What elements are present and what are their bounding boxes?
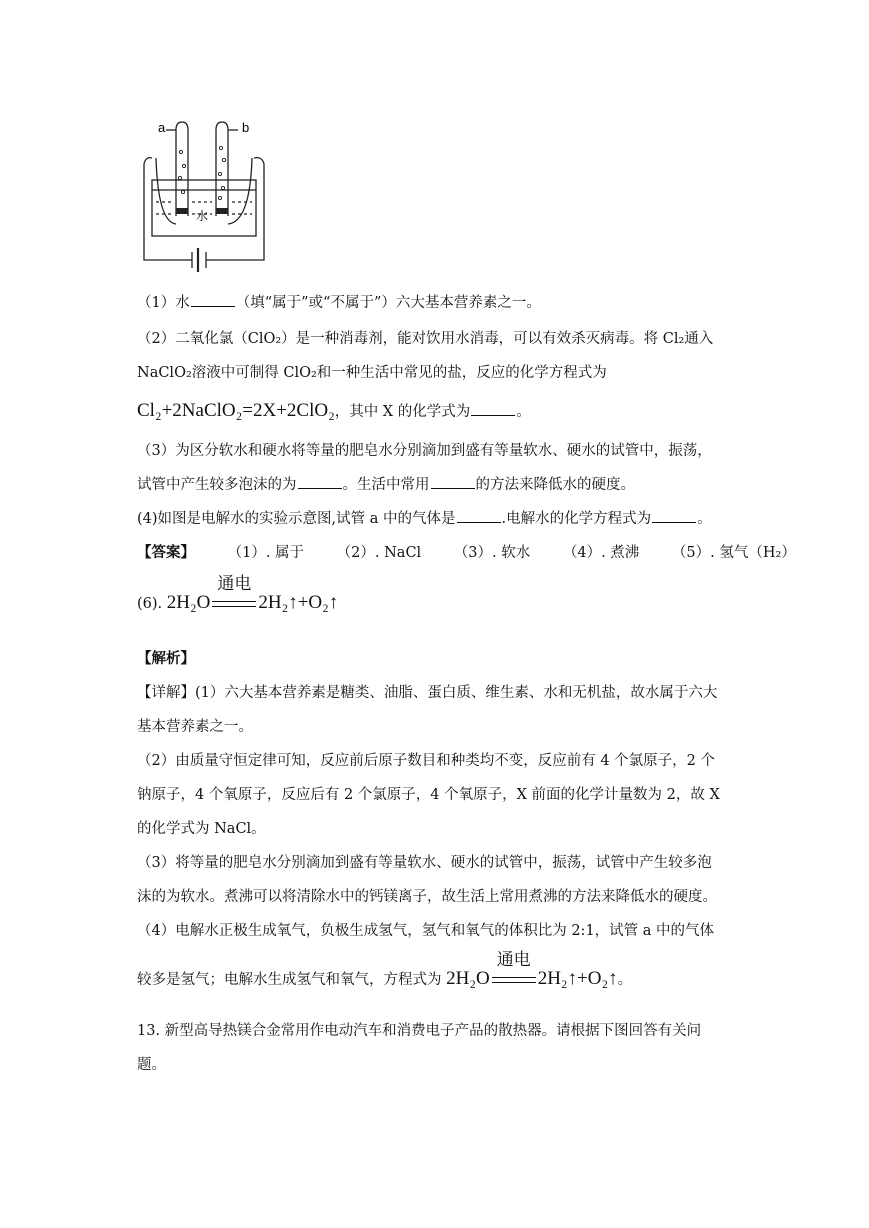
analysis-line: 【详解】(1）六大基本营养素是糖类、油脂、蛋白质、维生素、水和无机盐，故水属于六大 <box>137 685 718 701</box>
water-label: 水 <box>196 209 209 223</box>
answer-blank <box>652 508 696 523</box>
reaction-condition: 通电 <box>492 969 536 991</box>
tube-a-label: a <box>158 120 166 135</box>
question-3-line-2: 试管中产生较多泡沫的为 。生活中常用 的方法来降低水的硬度。 <box>137 474 635 496</box>
analysis-line: （2）由质量守恒定律可知，反应前后原子数目和种类均不变，反应前有 4 个氯原子，2 个 <box>137 753 715 769</box>
answer-blank <box>191 292 235 307</box>
answer-item: （5）. 氢气（H₂） <box>671 545 796 561</box>
answer-blank <box>471 401 515 416</box>
analysis-line: 沫的为软水。煮沸可以将清除水中的钙镁离子，故生活上常用煮沸的方法来降低水的硬度。 <box>137 889 717 905</box>
analysis-line: 的化学式为 NaCl。 <box>137 821 266 837</box>
analysis-line: 基本营养素之一。 <box>137 719 253 735</box>
question-2-line-2: NaClO₂溶液中可制得 ClO₂和一种生活中常见的盐，反应的化学方程式为 <box>137 365 607 381</box>
answer-item: （1）. 属于 <box>227 545 305 561</box>
answer-blank <box>298 474 342 489</box>
answer-item: （2）. NaCl <box>336 545 422 561</box>
answer-item: （4）. 煮沸 <box>562 545 640 561</box>
question-13-line-2: 题。 <box>137 1057 166 1073</box>
question-1: （1）水 （填“属于”或“不属于”）六大基本营养素之一。 <box>137 292 541 314</box>
tube-b-label: b <box>242 120 250 135</box>
reaction-condition: 通电 <box>212 593 256 615</box>
analysis-line: （4）电解水正极生成氧气，负极生成氢气，氢气和氧气的体积比为 2:1，试管 a 中的气体 <box>137 923 715 939</box>
answer-section <box>137 542 824 564</box>
question-3-line-1: （3）为区分软水和硬水将等量的肥皂水分别滴加到盛有等量软水、硬水的试管中，振荡， <box>137 443 712 459</box>
question-2-line-3: Cl₂+2NaClO₂=2X+2ClO₂，其中 X 的化学式为 。 <box>137 400 531 421</box>
question-13-line-1: 13. 新型高导热镁合金常用作电动汽车和消费电子产品的散热器。请根据下图回答有关问 <box>137 1023 702 1039</box>
analysis-label: 【解析】 <box>137 650 195 667</box>
question-2-line-1: （2）二氧化氯（ClO₂）是一种消毒剂，能对饮用水消毒，可以有效杀灭病毒。将 Cl₂通入 <box>137 331 714 347</box>
answer-item: （3）. 软水 <box>453 545 531 561</box>
answer-blank <box>457 508 501 523</box>
analysis-line: 较多是氢气；电解水生成氢气和氧气，方程式为 2H₂O 通电 2H₂↑+O₂↑。 <box>137 950 633 989</box>
question-4: (4)如图是电解水的实验示意图,试管 a 中的气体是 .电解水的化学方程式为 。 <box>137 508 712 530</box>
electrolysis-diagram <box>136 112 286 282</box>
answer-item-6: (6). 2H₂O 通电 2H₂↑+O₂↑ <box>137 574 339 613</box>
analysis-line: （3）将等量的肥皂水分别滴加到盛有等量软水、硬水的试管中，振荡，试管中产生较多泡 <box>137 855 712 871</box>
reaction-equation: Cl₂+2NaClO₂=2X+2ClO₂ <box>137 400 335 421</box>
answer-blank <box>431 474 475 489</box>
analysis-line: 钠原子，4 个氧原子，反应后有 2 个氯原子，4 个氧原子，X 前面的化学计量数为 2，故 X <box>137 787 720 803</box>
answer-label: 【答案】 <box>137 544 195 561</box>
